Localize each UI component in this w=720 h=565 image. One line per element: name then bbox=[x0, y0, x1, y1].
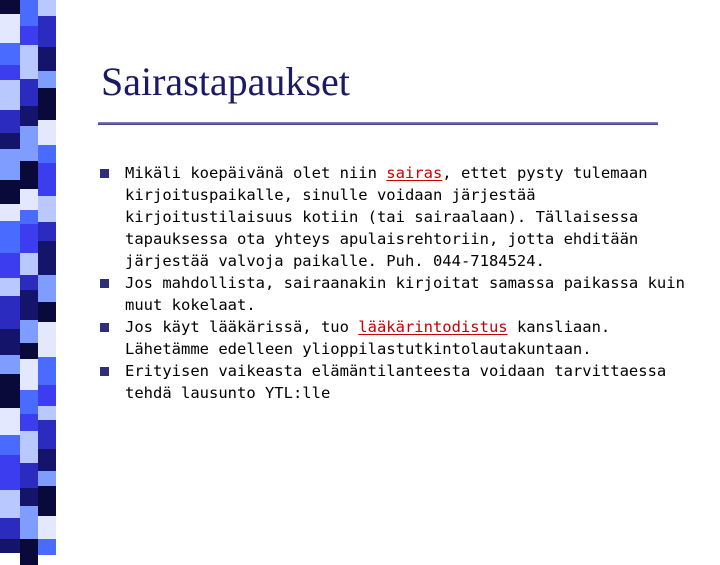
strip-block bbox=[20, 431, 38, 463]
strip-block bbox=[38, 539, 56, 555]
strip-block bbox=[0, 455, 20, 490]
strip-block bbox=[38, 406, 56, 420]
bullet-item bbox=[100, 272, 700, 316]
strip-block bbox=[38, 145, 56, 163]
strip-block bbox=[20, 106, 38, 126]
strip-block bbox=[38, 516, 56, 539]
strip-block bbox=[38, 385, 56, 406]
highlight-link[interactable]: lääkärintodistus bbox=[358, 318, 508, 336]
strip-block bbox=[0, 43, 20, 65]
strip-block bbox=[20, 290, 38, 320]
slide-title: Sairastapaukset bbox=[101, 59, 350, 104]
strip-block bbox=[0, 180, 20, 204]
strip-block bbox=[20, 539, 38, 565]
strip-block bbox=[0, 221, 20, 253]
strip-block bbox=[38, 486, 56, 516]
strip-block bbox=[0, 355, 20, 374]
strip-block bbox=[38, 16, 56, 47]
strip-block bbox=[20, 390, 38, 414]
strip-block bbox=[38, 241, 56, 275]
strip-block bbox=[0, 65, 20, 80]
strip-block bbox=[0, 14, 20, 43]
strip-block bbox=[0, 518, 20, 539]
bullet-item bbox=[100, 316, 700, 360]
strip-block bbox=[20, 488, 38, 506]
strip-block bbox=[20, 253, 38, 275]
strip-block bbox=[0, 133, 20, 149]
square-bullet-icon bbox=[100, 169, 109, 178]
square-bullet-icon bbox=[100, 279, 109, 288]
strip-block bbox=[0, 408, 20, 435]
strip-block bbox=[38, 275, 56, 302]
strip-block bbox=[20, 0, 38, 26]
strip-block bbox=[0, 0, 20, 14]
strip-block bbox=[38, 163, 56, 196]
strip-block bbox=[20, 79, 38, 106]
strip-block bbox=[20, 320, 38, 343]
strip-block bbox=[0, 539, 20, 553]
bullet-text: Jos mahdollista, sairaanakin kirjoitat samassa paikassa kuin muut kokelaat. bbox=[125, 274, 685, 314]
strip-block bbox=[20, 343, 38, 359]
bullet-text: , ettet pysty tulemaan kirjoituspaikalle, sinulle voidaan järjestää kirjoitustilaisuus kotiin (tai sairaalaan). Tällaisessa tapauksessa ota yhteys apulaisrehtoriin, jotta ehditään järjestää valvoja paikalle. Puh. 044-7184524. bbox=[125, 164, 648, 270]
strip-block bbox=[0, 110, 20, 133]
strip-block bbox=[20, 161, 38, 189]
title-underline bbox=[98, 122, 658, 125]
square-bullet-icon bbox=[100, 323, 109, 332]
strip-block bbox=[0, 435, 20, 455]
strip-block bbox=[38, 88, 56, 120]
strip-block bbox=[38, 47, 56, 71]
strip-block bbox=[0, 490, 20, 518]
strip-block bbox=[20, 189, 38, 210]
strip-block bbox=[38, 471, 56, 486]
strip-block bbox=[38, 71, 56, 88]
bullet-item bbox=[100, 360, 700, 404]
strip-block bbox=[0, 278, 20, 296]
strip-block bbox=[38, 222, 56, 241]
strip-block bbox=[38, 449, 56, 471]
strip-block bbox=[20, 45, 38, 79]
bullet-text: Erityisen vaikeasta elämäntilanteesta voidaan tarvittaessa tehdä lausunto YTL:lle bbox=[125, 362, 667, 402]
strip-block bbox=[20, 210, 38, 224]
strip-block bbox=[20, 414, 38, 431]
strip-block bbox=[0, 374, 20, 408]
strip-block bbox=[0, 329, 20, 355]
strip-block bbox=[38, 120, 56, 145]
bullet-text: kansliaan. Lähetämme edelleen ylioppilastutkintolautakuntaan. bbox=[125, 318, 611, 358]
strip-block bbox=[20, 26, 38, 45]
strip-block bbox=[20, 275, 38, 290]
bullet-text: Jos käyt lääkärissä, tuo bbox=[125, 318, 359, 336]
strip-block bbox=[20, 463, 38, 488]
strip-block bbox=[20, 224, 38, 253]
strip-block bbox=[38, 357, 56, 385]
strip-block bbox=[20, 126, 38, 161]
strip-block bbox=[20, 359, 38, 390]
strip-block bbox=[38, 0, 56, 16]
strip-block bbox=[38, 322, 56, 357]
highlight-link[interactable]: sairas bbox=[386, 164, 443, 182]
bullet-list bbox=[100, 162, 700, 404]
strip-block bbox=[0, 149, 20, 180]
bullet-text: Mikäli koepäivänä olet niin bbox=[125, 164, 387, 182]
bullet-item bbox=[100, 162, 700, 272]
square-bullet-icon bbox=[100, 367, 109, 376]
strip-block bbox=[38, 420, 56, 449]
strip-block bbox=[38, 302, 56, 322]
strip-block bbox=[0, 204, 20, 221]
strip-block bbox=[20, 506, 38, 539]
decorative-block-strip bbox=[0, 0, 56, 540]
strip-block bbox=[38, 196, 56, 222]
strip-block bbox=[0, 296, 20, 329]
strip-block bbox=[0, 253, 20, 278]
strip-block bbox=[0, 80, 20, 110]
